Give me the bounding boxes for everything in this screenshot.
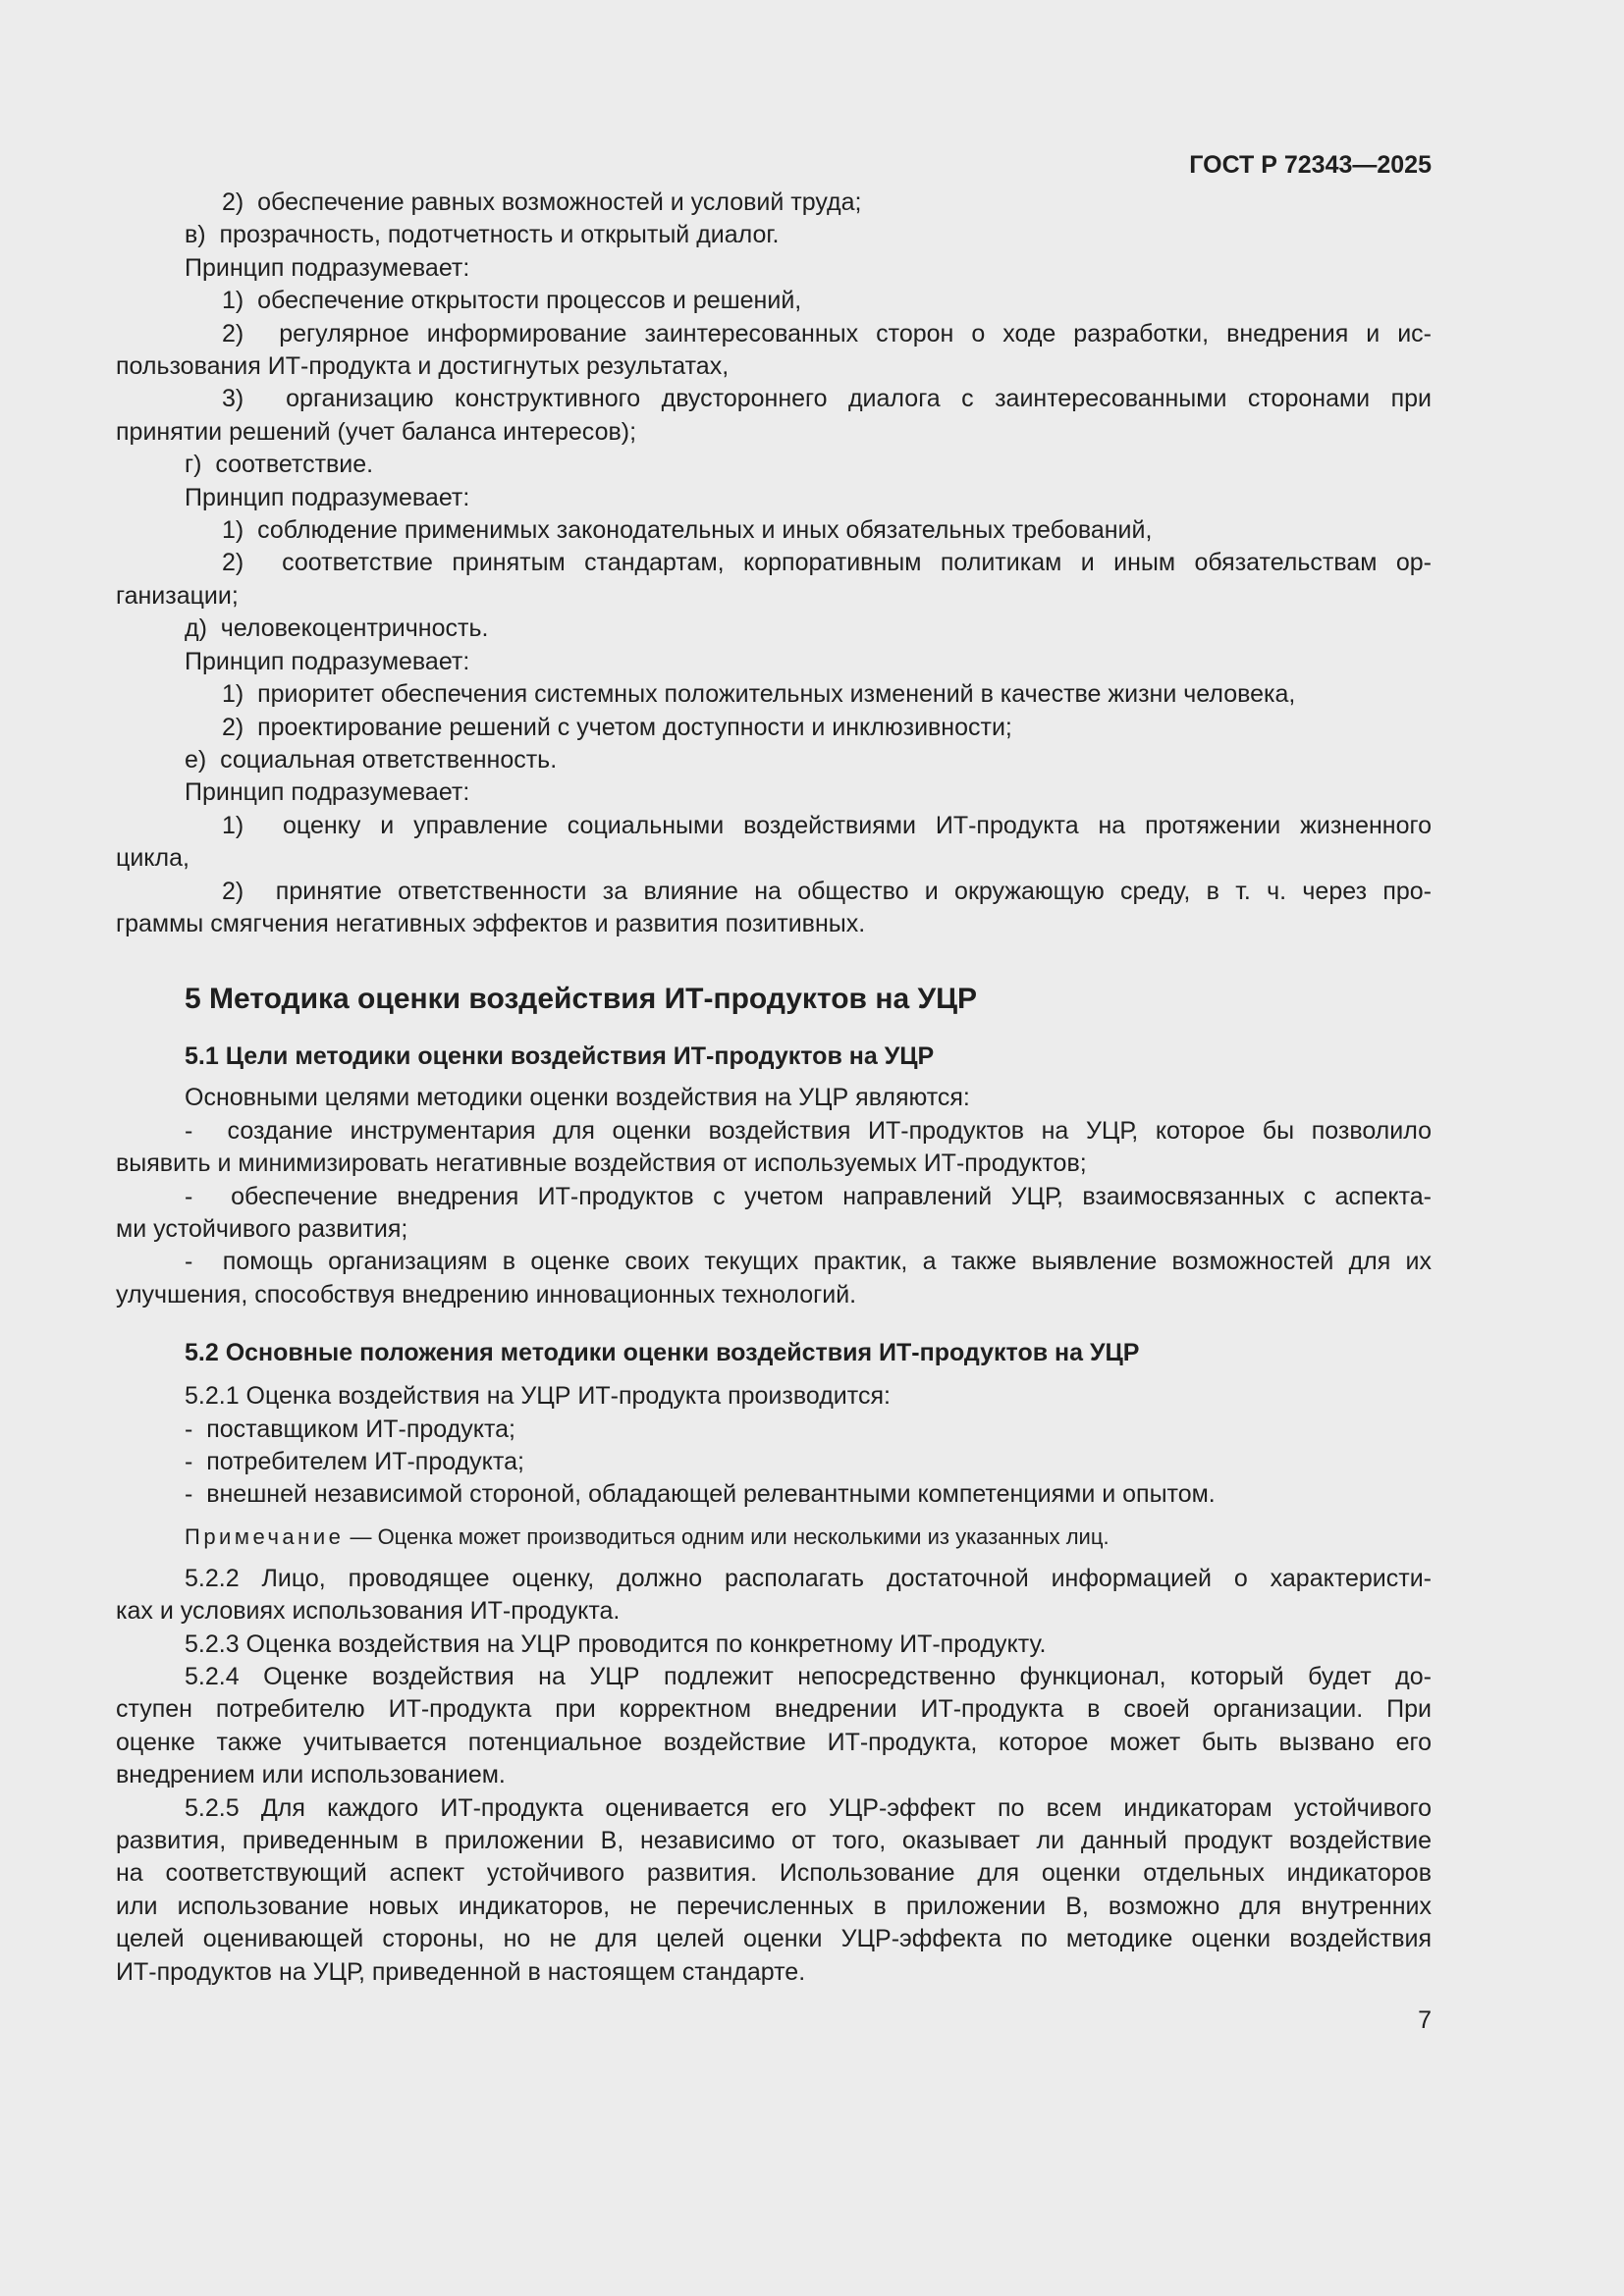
text-line: принятии решений (учет баланса интересов); [116, 417, 637, 446]
text-line: цикла, [116, 844, 189, 873]
text-line: 2) принятие ответственности за влияние на общество и окружающую среду, в т. ч. через про- [222, 877, 1432, 905]
text-line: ганизации; [116, 581, 239, 610]
text-line: в) прозрачность, подотчетность и открытый диалог. [185, 221, 780, 249]
list-item: - помощь организациям в оценке своих текущих практик, а также выявление возможностей для их [185, 1248, 1432, 1276]
text-line: Основными целями методики оценки воздействия на УЦР являются: [185, 1084, 970, 1112]
assessors-list [116, 1380, 1432, 1512]
text-line: 1) соблюдение применимых законодательных и иных обязательных требований, [222, 516, 1153, 545]
list-item: - создание инструментария для оценки воздействия ИТ-продуктов на УЦР, которое бы позволило [185, 1116, 1432, 1145]
text-line: 1) обеспечение открытости процессов и решений, [222, 287, 802, 315]
text-line: выявить и минимизировать негативные воздействия от используемых ИТ-продуктов; [116, 1149, 1087, 1178]
section-5-1-heading: 5.1 Цели методики оценки воздействия ИТ-продуктов на УЦР [185, 1042, 935, 1071]
document-page [116, 145, 1432, 2040]
text-line: Принцип подразумевает: [185, 778, 470, 807]
text-line: г) соответствие. [185, 451, 374, 479]
text-line: е) социальная ответственность. [185, 745, 558, 774]
text-line: 5.2.5 Для каждого ИТ-продукта оценивается его УЦР-эффект по всем индикаторам устойчивого [185, 1793, 1432, 1822]
text-line: 5.2.3 Оценка воздействия на УЦР проводится по конкретному ИТ-продукту. [185, 1629, 1047, 1658]
text-line: 5.2.1 Оценка воздействия на УЦР ИТ-продукта производится: [185, 1382, 891, 1411]
text-line: внедрением или использованием. [116, 1761, 506, 1789]
text-line: 1) оценку и управление социальными воздействиями ИТ-продукта на протяжении жизненного [222, 811, 1432, 839]
section-5-heading: 5 Методика оценки воздействия ИТ-продуктов на УЦР [185, 983, 978, 1016]
document-header: ГОСТ Р 72343—2025 [1189, 151, 1432, 179]
section-5-2-heading: 5.2 Основные положения методики оценки воздействия ИТ-продуктов на УЦР [185, 1339, 1140, 1367]
text-line: граммы смягчения негативных эффектов и развития позитивных. [116, 909, 866, 937]
note [116, 1522, 1432, 1553]
text-line: или использование новых индикаторов, не перечисленных в приложении В, возможно для внутренних [116, 1892, 1432, 1920]
text-line: ми устойчивого развития; [116, 1214, 408, 1243]
text-line: 2) обеспечение равных возможностей и условий труда; [222, 188, 862, 216]
text-line: ступен потребителю ИТ-продукта при корректном внедрении ИТ-продукта в своей организации. При [116, 1695, 1432, 1724]
text-line: оценке также учитывается потенциальное воздействие ИТ-продукта, которое может быть вызвано его [116, 1728, 1432, 1756]
text-line: Принцип подразумевает: [185, 483, 470, 511]
text-line: 2) регулярное информирование заинтересованных сторон о ходе разработки, внедрения и ис- [222, 319, 1432, 347]
list-item: - поставщиком ИТ-продукта; [185, 1415, 515, 1443]
text-line: Принцип подразумевает: [185, 253, 470, 282]
list-item: - обеспечение внедрения ИТ-продуктов с учетом направлений УЦР, взаимосвязанных с аспекта- [185, 1182, 1432, 1210]
text-line: 5.2.4 Оценке воздействия на УЦР подлежит непосредственно функционал, который будет до- [185, 1663, 1432, 1691]
text-line: 3) организацию конструктивного двустороннего диалога с заинтересованными сторонами при [222, 385, 1432, 413]
list-item: - потребителем ИТ-продукта; [185, 1448, 524, 1475]
text-line: ках и условиях использования ИТ-продукта. [116, 1597, 621, 1626]
principles-list [116, 187, 1432, 940]
page-number: 7 [1418, 2006, 1432, 2035]
note-label: Примечание [185, 1523, 345, 1549]
text-line: 1) приоритет обеспечения системных положительных изменений в качестве жизни человека, [222, 680, 1296, 709]
text-line: ИТ-продуктов на УЦР, приведенной в настоящем стандарте. [116, 1957, 806, 1986]
note-text: — Оценка может производиться одним или несколькими из указанных лиц. [344, 1523, 1110, 1549]
provisions-list [116, 1563, 1432, 1989]
goals-list [116, 1082, 1432, 1311]
text-line: д) человекоцентричность. [185, 614, 489, 643]
text-line: Принцип подразумевает: [185, 647, 470, 675]
text-line: 2) соответствие принятым стандартам, корпоративным политикам и иным обязательствам ор- [222, 549, 1432, 577]
text-line: пользования ИТ-продукта и достигнутых результатах, [116, 352, 730, 381]
text-line: 2) проектирование решений с учетом доступности и инклюзивности; [222, 713, 1012, 741]
text-line: целей оценивающей стороны, но не для целей оценки УЦР-эффекта по методике оценки воздействия [116, 1925, 1432, 1953]
text-line: улучшения, способствуя внедрению инновационных технологий. [116, 1280, 857, 1308]
text-line: на соответствующий аспект устойчивого развития. Использование для оценки отдельных индикаторов [116, 1859, 1432, 1888]
list-item: - внешней независимой стороной, обладающей релевантными компетенциями и опытом. [185, 1480, 1216, 1509]
text-line: развития, приведенным в приложении В, независимо от того, оказывает ли данный продукт воздействие [116, 1827, 1432, 1855]
text-line: 5.2.2 Лицо, проводящее оценку, должно располагать достаточной информацией о характеристи- [185, 1564, 1432, 1592]
